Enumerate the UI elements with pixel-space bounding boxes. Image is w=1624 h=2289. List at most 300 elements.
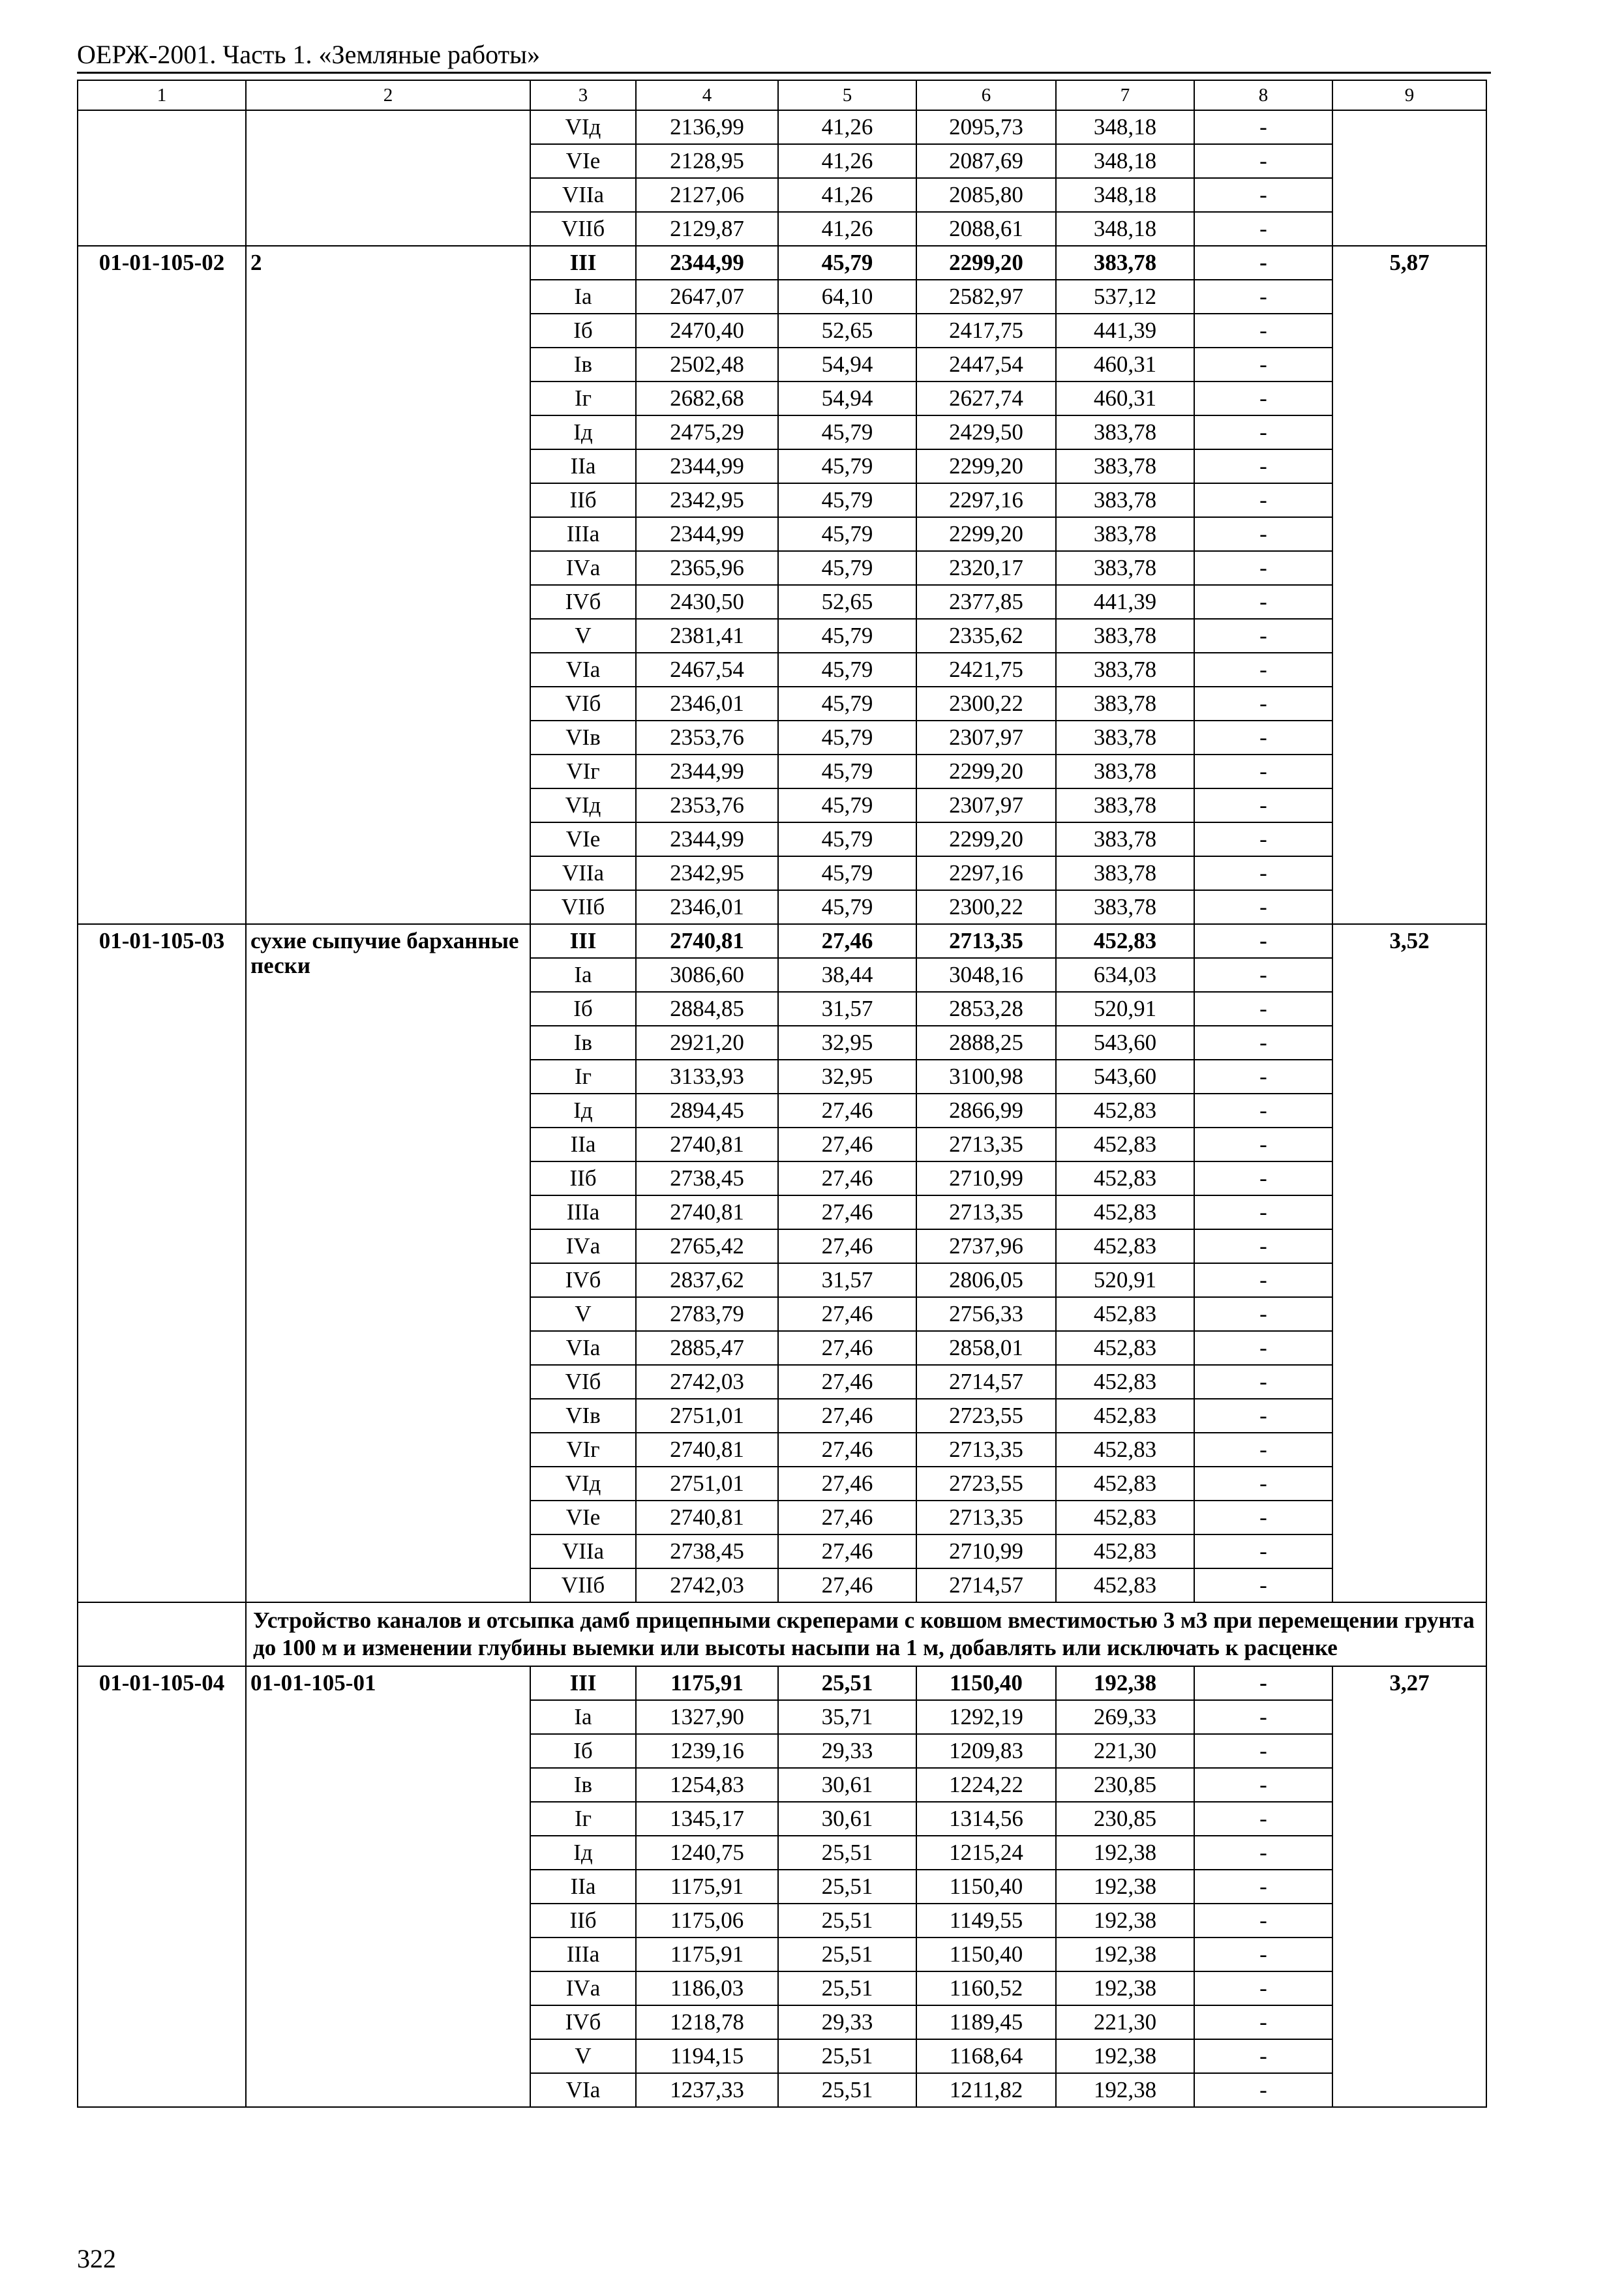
labor-cost-cell: 54,94 [778,348,916,382]
zone-cell: VIа [530,653,636,687]
machinist-wage-cell: 221,30 [1056,2005,1194,2039]
total-cost-cell: 2783,79 [636,1297,778,1331]
materials-cell: - [1194,1094,1332,1128]
labor-cost-cell: 64,10 [778,280,916,314]
machinist-wage-cell: 520,91 [1056,992,1194,1026]
machine-cost-cell: 2714,57 [916,1365,1056,1399]
materials-cell: - [1194,822,1332,856]
table-row [78,1666,1486,1700]
labor-cost-cell: 27,46 [778,1195,916,1229]
labor-cost-cell: 45,79 [778,517,916,551]
materials-cell: - [1194,449,1332,483]
zone-cell: VIе [530,144,636,178]
zone-cell: VIд [530,788,636,822]
machinist-wage-cell: 383,78 [1056,415,1194,449]
labor-cost-cell: 45,79 [778,755,916,788]
materials-cell: - [1194,1904,1332,1937]
zone-cell: Iа [530,958,636,992]
total-cost-cell: 2344,99 [636,517,778,551]
machinist-wage-cell: 441,39 [1056,314,1194,348]
total-cost-cell: 1345,17 [636,1802,778,1836]
table-row [78,246,1486,280]
total-cost-cell: 2365,96 [636,551,778,585]
materials-cell: - [1194,1802,1332,1836]
labor-cost-cell: 45,79 [778,856,916,890]
machine-cost-cell: 2756,33 [916,1297,1056,1331]
labor-cost-cell: 45,79 [778,619,916,653]
materials-cell: - [1194,280,1332,314]
total-cost-cell: 2381,41 [636,619,778,653]
column-header: 7 [1056,80,1194,110]
column-header: 1 [78,80,246,110]
total-cost-cell: 2136,99 [636,110,778,144]
header-rule [77,72,1491,74]
machine-cost-cell: 1209,83 [916,1734,1056,1768]
machine-cost-cell: 1292,19 [916,1700,1056,1734]
total-cost-cell: 2128,95 [636,144,778,178]
machinist-wage-cell: 221,30 [1056,1734,1194,1768]
labor-cost-cell: 45,79 [778,687,916,721]
materials-cell: - [1194,1734,1332,1768]
total-cost-cell: 1175,91 [636,1870,778,1904]
zone-cell: VIд [530,110,636,144]
materials-cell: - [1194,2073,1332,2107]
machinist-wage-cell: 230,85 [1056,1768,1194,1802]
total-cost-cell: 2884,85 [636,992,778,1026]
total-cost-cell: 2742,03 [636,1568,778,1602]
zone-cell: Iв [530,1768,636,1802]
machinist-wage-cell: 383,78 [1056,822,1194,856]
total-cost-cell: 1254,83 [636,1768,778,1802]
materials-cell: - [1194,2005,1332,2039]
materials-cell: - [1194,110,1332,144]
zone-cell: VIб [530,1365,636,1399]
column-header: 8 [1194,80,1332,110]
total-cost-cell: 2353,76 [636,788,778,822]
materials-cell: - [1194,1263,1332,1297]
total-cost-cell: 2502,48 [636,348,778,382]
page-number: 322 [77,2244,116,2273]
labor-cost-cell: 41,26 [778,110,916,144]
machinist-wage-cell: 460,31 [1056,348,1194,382]
machine-cost-cell: 2582,97 [916,280,1056,314]
page-header: ОЕРЖ-2001. Часть 1. «Земляные работы» [77,40,540,69]
labor-cost-cell: 31,57 [778,992,916,1026]
materials-cell: - [1194,246,1332,280]
labor-cost-cell: 45,79 [778,890,916,924]
column-header-row [78,80,1486,110]
machine-cost-cell: 2447,54 [916,348,1056,382]
materials-cell: - [1194,788,1332,822]
machinist-wage-cell: 383,78 [1056,755,1194,788]
machine-cost-cell: 2737,96 [916,1229,1056,1263]
column-header: 3 [530,80,636,110]
machinist-wage-cell: 452,83 [1056,1467,1194,1501]
materials-cell: - [1194,415,1332,449]
machine-cost-cell: 2888,25 [916,1026,1056,1060]
materials-cell: - [1194,1870,1332,1904]
machine-cost-cell: 2095,73 [916,110,1056,144]
machine-cost-cell: 2713,35 [916,1433,1056,1467]
materials-cell: - [1194,924,1332,958]
machine-cost-cell: 3048,16 [916,958,1056,992]
materials-cell: - [1194,653,1332,687]
machinist-wage-cell: 192,38 [1056,1836,1194,1870]
machinist-wage-cell: 452,83 [1056,1331,1194,1365]
machinist-wage-cell: 383,78 [1056,517,1194,551]
zone-cell: VIIб [530,1568,636,1602]
total-cost-cell: 2740,81 [636,924,778,958]
total-cost-cell: 2751,01 [636,1399,778,1433]
machinist-wage-cell: 520,91 [1056,1263,1194,1297]
machine-cost-cell: 2307,97 [916,721,1056,755]
machinist-wage-cell: 452,83 [1056,924,1194,958]
zone-cell: VIIа [530,1534,636,1568]
labor-cost-cell: 27,46 [778,1229,916,1263]
machinist-wage-cell: 383,78 [1056,856,1194,890]
machinist-wage-cell: 383,78 [1056,246,1194,280]
zone-cell: VIг [530,755,636,788]
machine-cost-cell: 1224,22 [916,1768,1056,1802]
machine-cost-cell: 2088,61 [916,212,1056,246]
zone-cell: V [530,619,636,653]
rates-table-body [78,80,1486,2107]
materials-cell: - [1194,1568,1332,1602]
zone-cell: IVа [530,1971,636,2005]
zone-cell: VIд [530,1467,636,1501]
materials-cell: - [1194,1971,1332,2005]
labor-cost-cell: 52,65 [778,314,916,348]
total-cost-cell: 2467,54 [636,653,778,687]
materials-cell: - [1194,1700,1332,1734]
labor-cost-cell: 27,46 [778,1094,916,1128]
zone-cell: III [530,1666,636,1700]
total-cost-cell: 2885,47 [636,1331,778,1365]
machinist-wage-cell: 452,83 [1056,1365,1194,1399]
description-cell: сухие сыпучие барханные пески [246,924,530,1602]
machine-cost-cell: 2858,01 [916,1331,1056,1365]
machine-cost-cell: 1149,55 [916,1904,1056,1937]
total-cost-cell: 2353,76 [636,721,778,755]
labor-cost-cell: 25,51 [778,1870,916,1904]
rate-code-cell: 01-01-105-02 [78,246,246,924]
zone-cell: VIв [530,1399,636,1433]
materials-cell: - [1194,1229,1332,1263]
labor-cost-cell: 45,79 [778,721,916,755]
machinist-wage-cell: 383,78 [1056,890,1194,924]
zone-cell: IIIа [530,1937,636,1971]
labor-cost-cell: 25,51 [778,1971,916,2005]
total-cost-cell: 2346,01 [636,890,778,924]
zone-cell: Iа [530,280,636,314]
machine-cost-cell: 1150,40 [916,1937,1056,1971]
materials-cell: - [1194,144,1332,178]
materials-cell: - [1194,1836,1332,1870]
total-cost-cell: 1240,75 [636,1836,778,1870]
machine-cost-cell: 2723,55 [916,1467,1056,1501]
machine-cost-cell: 1215,24 [916,1836,1056,1870]
labor-cost-cell: 25,51 [778,1904,916,1937]
machine-cost-cell: 2299,20 [916,517,1056,551]
zone-cell: IVб [530,585,636,619]
machinist-wage-cell: 348,18 [1056,178,1194,212]
machine-cost-cell: 2417,75 [916,314,1056,348]
labor-cost-cell: 52,65 [778,585,916,619]
machinist-wage-cell: 452,83 [1056,1568,1194,1602]
machine-cost-cell: 2710,99 [916,1161,1056,1195]
machinist-wage-cell: 441,39 [1056,585,1194,619]
zone-cell: IIб [530,1161,636,1195]
total-cost-cell: 3086,60 [636,958,778,992]
zone-cell: IVб [530,1263,636,1297]
materials-cell: - [1194,1060,1332,1094]
zone-cell: III [530,246,636,280]
total-cost-cell: 1186,03 [636,1971,778,2005]
materials-cell: - [1194,721,1332,755]
machinist-wage-cell: 383,78 [1056,619,1194,653]
labor-cost-cell: 27,46 [778,1365,916,1399]
zone-cell: IVб [530,2005,636,2039]
labor-cost-cell: 29,33 [778,1734,916,1768]
machine-cost-cell: 3100,98 [916,1060,1056,1094]
zone-cell: IIб [530,483,636,517]
labor-cost-cell: 35,71 [778,1700,916,1734]
materials-cell: - [1194,1161,1332,1195]
materials-cell: - [1194,2039,1332,2073]
machinist-wage-cell: 452,83 [1056,1094,1194,1128]
total-cost-cell: 2342,95 [636,856,778,890]
zone-cell: IIб [530,1904,636,1937]
machinist-wage-cell: 452,83 [1056,1297,1194,1331]
labor-cost-cell: 27,46 [778,1433,916,1467]
total-cost-cell: 2837,62 [636,1263,778,1297]
labor-cost-cell: 45,79 [778,449,916,483]
machine-cost-cell: 2713,35 [916,1195,1056,1229]
section-heading: Устройство каналов и отсыпка дамб прицепными скреперами с ковшом вместимостью 3 м3 при перемещении грунта до 100 м и изменении глубины выемки или высоты насыпи на 1 м, добавлять или исключать к расценке [246,1602,1486,1666]
total-cost-cell: 2894,45 [636,1094,778,1128]
rate-code-cell [78,110,246,246]
machine-cost-cell: 2714,57 [916,1568,1056,1602]
zone-cell: Iв [530,348,636,382]
zone-cell: Iд [530,1836,636,1870]
column-header: 9 [1332,80,1486,110]
machine-cost-cell: 2307,97 [916,788,1056,822]
machinist-wage-cell: 269,33 [1056,1700,1194,1734]
total-cost-cell: 1237,33 [636,2073,778,2107]
labor-cost-cell: 25,51 [778,1666,916,1700]
zone-cell: IIа [530,449,636,483]
materials-cell: - [1194,1467,1332,1501]
total-cost-cell: 2751,01 [636,1467,778,1501]
zone-cell: V [530,2039,636,2073]
machinist-wage-cell: 452,83 [1056,1501,1194,1534]
zone-cell: Iб [530,992,636,1026]
materials-cell: - [1194,1128,1332,1161]
total-cost-cell: 2127,06 [636,178,778,212]
machine-cost-cell: 2429,50 [916,415,1056,449]
zone-cell: Iг [530,1802,636,1836]
machine-cost-cell: 2297,16 [916,856,1056,890]
section-blank-cell [78,1602,246,1666]
column-header: 5 [778,80,916,110]
total-cost-cell: 2129,87 [636,212,778,246]
machine-cost-cell: 2723,55 [916,1399,1056,1433]
machinist-wage-cell: 452,83 [1056,1161,1194,1195]
materials-cell: - [1194,212,1332,246]
labor-cost-cell: 41,26 [778,144,916,178]
materials-cell: - [1194,890,1332,924]
description-cell: 01-01-105-01 [246,1666,530,2107]
zone-cell: Iг [530,382,636,415]
labor-cost-cell: 29,33 [778,2005,916,2039]
zone-cell: IIа [530,1870,636,1904]
machinist-wage-cell: 348,18 [1056,110,1194,144]
machinist-wage-cell: 348,18 [1056,144,1194,178]
total-cost-cell: 2740,81 [636,1195,778,1229]
materials-cell: - [1194,958,1332,992]
materials-cell: - [1194,585,1332,619]
materials-cell: - [1194,348,1332,382]
machinist-wage-cell: 383,78 [1056,483,1194,517]
labor-hours-cell: 3,27 [1332,1666,1486,2107]
zone-cell: III [530,924,636,958]
zone-cell: VIIа [530,178,636,212]
labor-cost-cell: 27,46 [778,1161,916,1195]
labor-cost-cell: 25,51 [778,2039,916,2073]
zone-cell: IVа [530,551,636,585]
zone-cell: IIIа [530,517,636,551]
labor-cost-cell: 27,46 [778,1534,916,1568]
materials-cell: - [1194,1297,1332,1331]
column-header: 2 [246,80,530,110]
labor-cost-cell: 45,79 [778,415,916,449]
materials-cell: - [1194,1666,1332,1700]
machinist-wage-cell: 452,83 [1056,1534,1194,1568]
materials-cell: - [1194,1534,1332,1568]
zone-cell: IVа [530,1229,636,1263]
total-cost-cell: 2740,81 [636,1433,778,1467]
machinist-wage-cell: 537,12 [1056,280,1194,314]
machine-cost-cell: 2297,16 [916,483,1056,517]
machine-cost-cell: 1150,40 [916,1666,1056,1700]
total-cost-cell: 2765,42 [636,1229,778,1263]
machine-cost-cell: 2320,17 [916,551,1056,585]
labor-cost-cell: 41,26 [778,212,916,246]
labor-cost-cell: 27,46 [778,1128,916,1161]
zone-cell: Iа [530,1700,636,1734]
total-cost-cell: 2344,99 [636,449,778,483]
zone-cell: VIа [530,2073,636,2107]
labor-cost-cell: 27,46 [778,1297,916,1331]
machinist-wage-cell: 452,83 [1056,1229,1194,1263]
section-heading-row [78,1602,1486,1666]
machinist-wage-cell: 383,78 [1056,551,1194,585]
table-row [78,924,1486,958]
zone-cell: VIб [530,687,636,721]
machine-cost-cell: 2713,35 [916,924,1056,958]
machinist-wage-cell: 543,60 [1056,1026,1194,1060]
zone-cell: Iв [530,1026,636,1060]
labor-cost-cell: 45,79 [778,246,916,280]
labor-cost-cell: 32,95 [778,1060,916,1094]
materials-cell: - [1194,517,1332,551]
labor-cost-cell: 27,46 [778,924,916,958]
materials-cell: - [1194,551,1332,585]
materials-cell: - [1194,619,1332,653]
total-cost-cell: 2342,95 [636,483,778,517]
machine-cost-cell: 1211,82 [916,2073,1056,2107]
materials-cell: - [1194,1433,1332,1467]
zone-cell: VIа [530,1331,636,1365]
machine-cost-cell: 2710,99 [916,1534,1056,1568]
labor-cost-cell: 45,79 [778,788,916,822]
materials-cell: - [1194,992,1332,1026]
table-row [78,110,1486,144]
materials-cell: - [1194,1331,1332,1365]
labor-cost-cell: 45,79 [778,551,916,585]
machinist-wage-cell: 192,38 [1056,2073,1194,2107]
machinist-wage-cell: 383,78 [1056,653,1194,687]
total-cost-cell: 1175,91 [636,1666,778,1700]
machinist-wage-cell: 460,31 [1056,382,1194,415]
machine-cost-cell: 2713,35 [916,1128,1056,1161]
total-cost-cell: 2742,03 [636,1365,778,1399]
zone-cell: VIе [530,1501,636,1534]
labor-cost-cell: 30,61 [778,1802,916,1836]
machine-cost-cell: 2335,62 [916,619,1056,653]
zone-cell: V [530,1297,636,1331]
machinist-wage-cell: 383,78 [1056,721,1194,755]
labor-cost-cell: 25,51 [778,1937,916,1971]
machinist-wage-cell: 230,85 [1056,1802,1194,1836]
labor-hours-cell [1332,110,1486,246]
labor-cost-cell: 27,46 [778,1399,916,1433]
labor-cost-cell: 27,46 [778,1331,916,1365]
rate-code-cell: 01-01-105-04 [78,1666,246,2107]
zone-cell: Iб [530,1734,636,1768]
zone-cell: VIе [530,822,636,856]
total-cost-cell: 2647,07 [636,280,778,314]
zone-cell: VIг [530,1433,636,1467]
materials-cell: - [1194,1026,1332,1060]
total-cost-cell: 2921,20 [636,1026,778,1060]
machinist-wage-cell: 543,60 [1056,1060,1194,1094]
total-cost-cell: 2682,68 [636,382,778,415]
machine-cost-cell: 2299,20 [916,755,1056,788]
zone-cell: Iд [530,415,636,449]
machinist-wage-cell: 192,38 [1056,1937,1194,1971]
total-cost-cell: 2740,81 [636,1501,778,1534]
machine-cost-cell: 2377,85 [916,585,1056,619]
materials-cell: - [1194,687,1332,721]
machine-cost-cell: 2853,28 [916,992,1056,1026]
total-cost-cell: 2430,50 [636,585,778,619]
zone-cell: VIв [530,721,636,755]
machine-cost-cell: 2866,99 [916,1094,1056,1128]
materials-cell: - [1194,382,1332,415]
description-cell: 2 [246,246,530,924]
zone-cell: VIIа [530,856,636,890]
total-cost-cell: 1218,78 [636,2005,778,2039]
rate-code-cell: 01-01-105-03 [78,924,246,1602]
materials-cell: - [1194,1501,1332,1534]
total-cost-cell: 2344,99 [636,246,778,280]
labor-hours-cell: 3,52 [1332,924,1486,1602]
machinist-wage-cell: 192,38 [1056,1666,1194,1700]
machinist-wage-cell: 452,83 [1056,1399,1194,1433]
materials-cell: - [1194,1365,1332,1399]
labor-cost-cell: 45,79 [778,483,916,517]
